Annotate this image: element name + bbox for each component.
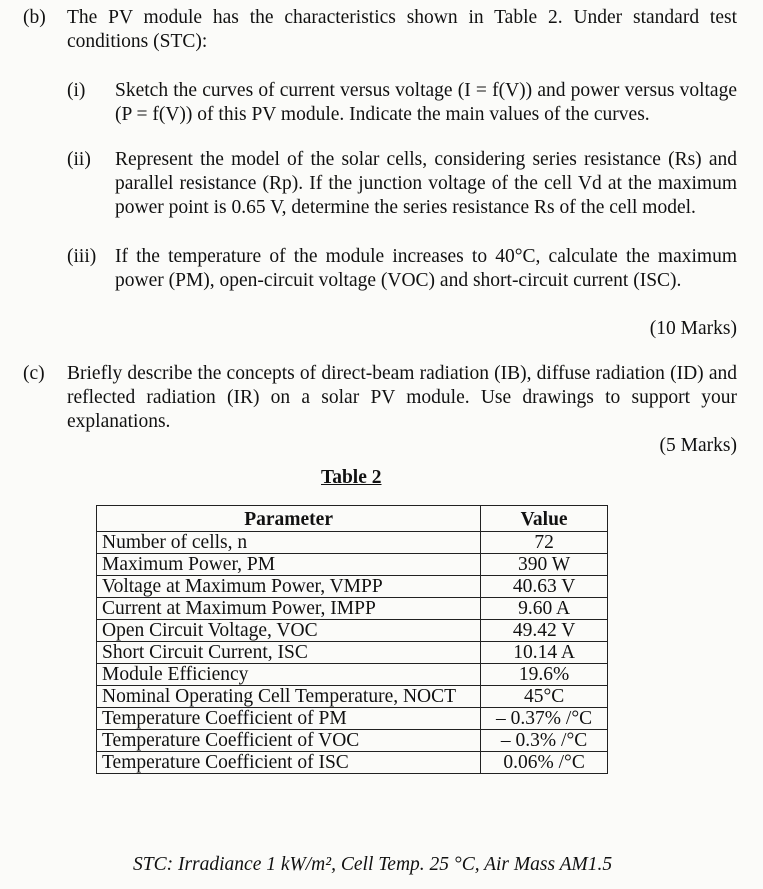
value-cell: 9.60 A bbox=[481, 598, 608, 620]
parameter-cell: Temperature Coefficient of VOC bbox=[97, 730, 481, 752]
parameter-cell: Maximum Power, PM bbox=[97, 554, 481, 576]
table-row bbox=[97, 752, 608, 774]
value-cell: – 0.37% /°C bbox=[481, 708, 608, 730]
parameter-cell: Open Circuit Voltage, VOC bbox=[97, 620, 481, 642]
table-row bbox=[97, 686, 608, 708]
table-header-row bbox=[97, 506, 608, 532]
table-row bbox=[97, 620, 608, 642]
value-cell: 40.63 V bbox=[481, 576, 608, 598]
parameter-cell: Short Circuit Current, ISC bbox=[97, 642, 481, 664]
parameter-cell: Temperature Coefficient of PM bbox=[97, 708, 481, 730]
question-ii-label: (ii) bbox=[67, 149, 91, 170]
parameter-cell: Module Efficiency bbox=[97, 664, 481, 686]
parameter-column-header: Parameter bbox=[97, 506, 481, 532]
part-c-text: Briefly describe the concepts of direct-beam radiation (IB), diffuse radiation (ID) and reflected radiation (IR) on a solar PV module. Use drawings to support your explanations. bbox=[67, 363, 737, 432]
question-i-text: Sketch the curves of current versus voltage (I = f(V)) and power versus voltage (P = f(V)) of this PV module. Indicate the main values of the curves. bbox=[115, 80, 737, 125]
value-cell: 10.14 A bbox=[481, 642, 608, 664]
value-cell: 19.6% bbox=[481, 664, 608, 686]
part-c-marks: (5 Marks) bbox=[659, 435, 737, 456]
table-row bbox=[97, 576, 608, 598]
table-row bbox=[97, 664, 608, 686]
parameter-table bbox=[96, 505, 608, 774]
stc-footnote: STC: Irradiance 1 kW/m², Cell Temp. 25 °C, Air Mass AM1.5 bbox=[133, 854, 613, 875]
table-row bbox=[97, 532, 608, 554]
parameter-cell: Temperature Coefficient of ISC bbox=[97, 752, 481, 774]
table-row bbox=[97, 554, 608, 576]
part-c-label: (c) bbox=[23, 363, 45, 384]
table-row bbox=[97, 708, 608, 730]
question-iii-label: (iii) bbox=[67, 246, 97, 267]
table-row bbox=[97, 730, 608, 752]
value-cell: 390 W bbox=[481, 554, 608, 576]
parameter-cell: Nominal Operating Cell Temperature, NOCT bbox=[97, 686, 481, 708]
value-column-header: Value bbox=[481, 506, 608, 532]
table-caption: Table 2 bbox=[321, 467, 382, 488]
question-i-label: (i) bbox=[67, 80, 86, 101]
table-row bbox=[97, 642, 608, 664]
value-cell: 0.06% /°C bbox=[481, 752, 608, 774]
value-cell: 49.42 V bbox=[481, 620, 608, 642]
question-iii-text: If the temperature of the module increases to 40°C, calculate the maximum power (PM), open-circuit voltage (VOC) and short-circuit current (ISC). bbox=[115, 246, 737, 291]
value-cell: – 0.3% /°C bbox=[481, 730, 608, 752]
part-b-text: The PV module has the characteristics shown in Table 2. Under standard test conditions (STC): bbox=[67, 7, 737, 52]
value-cell: 72 bbox=[481, 532, 608, 554]
part-b-marks: (10 Marks) bbox=[649, 318, 737, 339]
parameter-cell: Current at Maximum Power, IMPP bbox=[97, 598, 481, 620]
part-b-label: (b) bbox=[23, 7, 46, 28]
table-row bbox=[97, 598, 608, 620]
parameter-cell: Voltage at Maximum Power, VMPP bbox=[97, 576, 481, 598]
parameter-cell: Number of cells, n bbox=[97, 532, 481, 554]
value-cell: 45°C bbox=[481, 686, 608, 708]
question-ii-text: Represent the model of the solar cells, considering series resistance (Rs) and parallel resistance (Rp). If the junction voltage of the cell Vd at the maximum power point is 0.65 V, determine the series resistance Rs of the cell model. bbox=[115, 149, 737, 218]
